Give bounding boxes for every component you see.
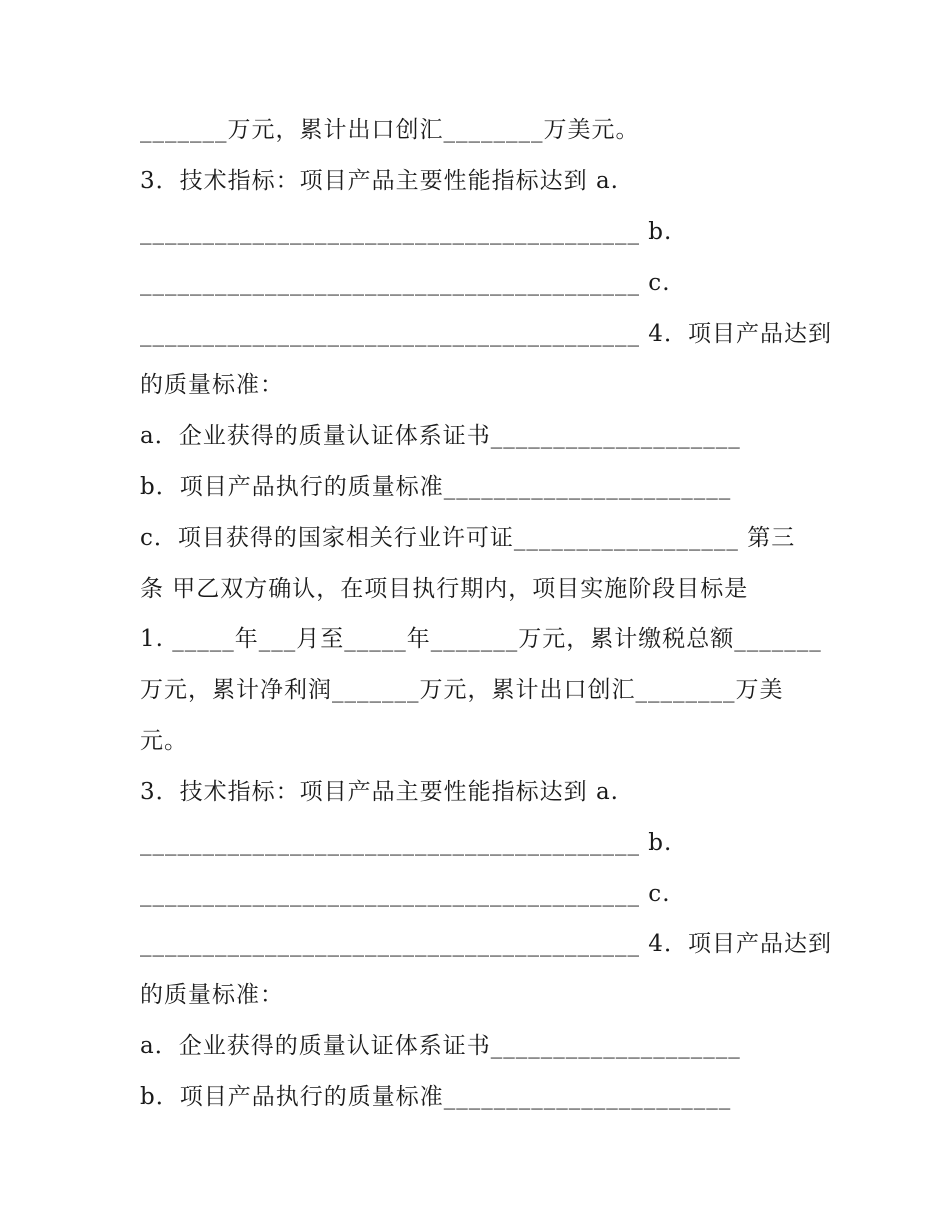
text-line: a．企业获得的质量认证体系证书____________________	[140, 423, 741, 449]
text-line: a．企业获得的质量认证体系证书____________________	[140, 1033, 741, 1059]
text-line: 1. _____年___月至_____年_______万元，累计缴税总额_______	[140, 626, 822, 652]
text-line: 3．技术指标：项目产品主要性能指标达到 a.	[140, 779, 619, 805]
text-line: ________________________________________ 4．项目产品达到	[140, 321, 832, 347]
text-line: 的质量标准：	[140, 372, 284, 398]
text-line: _______万元，累计出口创汇________万美元。	[140, 117, 640, 143]
text-line: ________________________________________ c.	[140, 270, 671, 296]
text-line: 的质量标准：	[140, 982, 284, 1008]
text-line: 元。	[140, 728, 188, 754]
text-line: ________________________________________ b.	[140, 219, 673, 245]
text-line: b．项目产品执行的质量标准_______________________	[140, 1084, 732, 1110]
text-line: ________________________________________ b.	[140, 830, 673, 856]
text-line: b．项目产品执行的质量标准_______________________	[140, 474, 732, 500]
text-line: 条 甲乙双方确认，在项目执行期内，项目实施阶段目标是	[140, 576, 749, 602]
text-line: 3．技术指标：项目产品主要性能指标达到 a.	[140, 168, 619, 194]
text-line: c．项目获得的国家相关行业许可证__________________ 第三	[140, 525, 796, 551]
text-line: ________________________________________ c.	[140, 881, 671, 907]
text-line: ________________________________________ 4．项目产品达到	[140, 931, 832, 957]
text-line: 万元，累计净利润_______万元，累计出口创汇________万美	[140, 677, 784, 703]
